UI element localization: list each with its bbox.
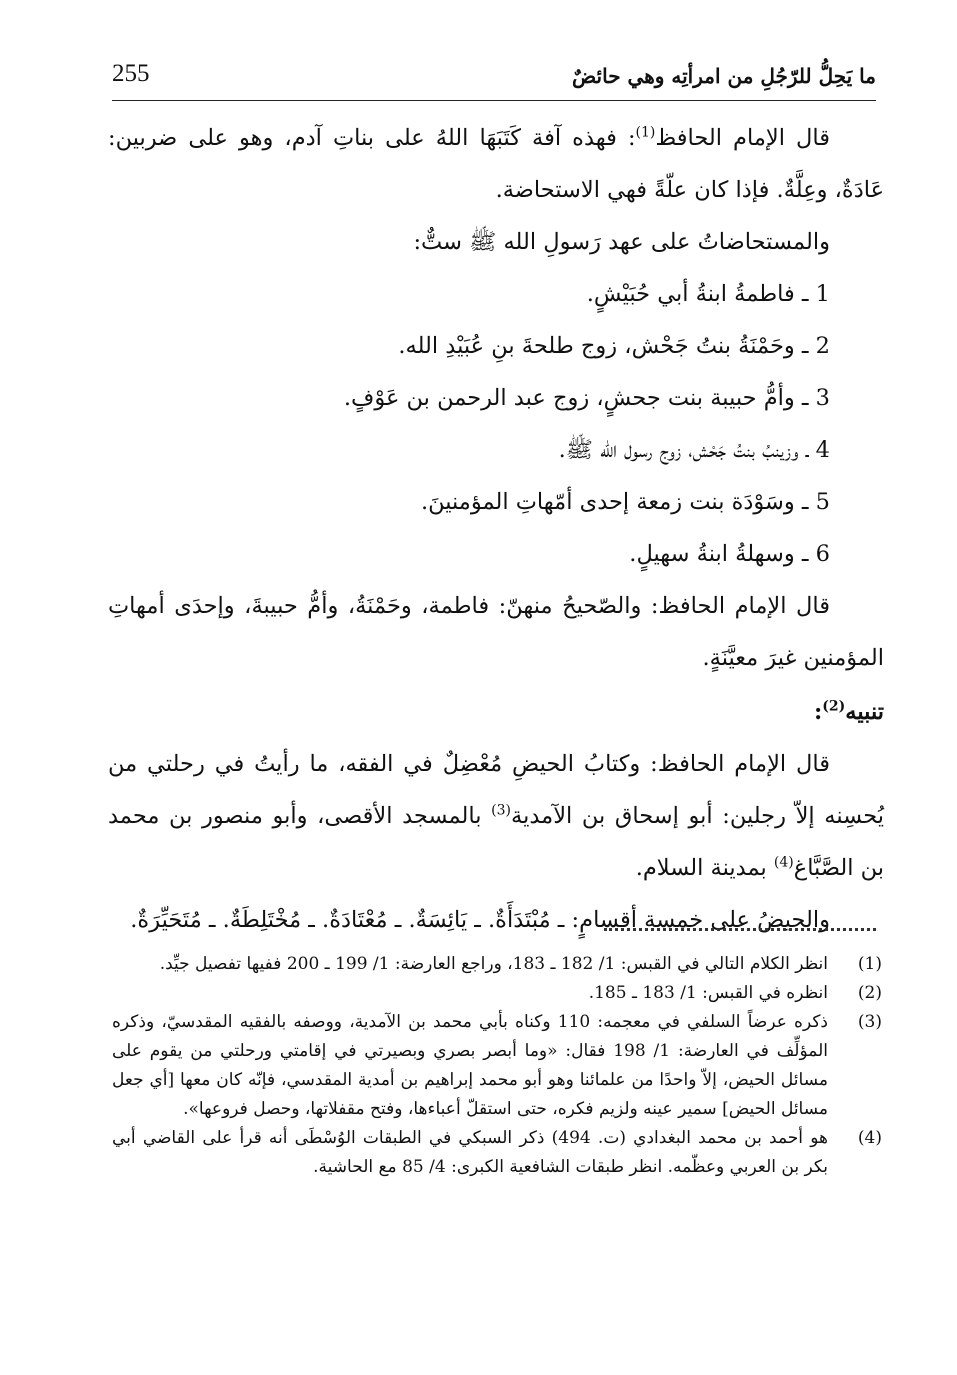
footnote-text: انظر الكلام التالي في القبس: 1/ 182 ـ 183، وراجع العارضة: 1/ 199 ـ 200 ففيها تفصيل جيِّد.	[159, 954, 828, 974]
running-title: ما يَحِلُّ للرّجُلِ من امرأتِه وهي حائضٌ	[572, 64, 876, 88]
footnote	[112, 979, 882, 1008]
footnote-number: (4)	[857, 1128, 882, 1148]
page-number: 255	[112, 60, 150, 87]
paragraph-2: والمستحاضاتُ على عهد رَسولِ الله ﷺ ستٌّ:	[413, 229, 830, 255]
paragraph-4-part-a: قال الإمام الحافظ: وكتابُ الحيضِ مُعْضِلٌ في الفقه، ما رأيتُ في رحلتي من يُحسِنه إلاّ رجلين: أبو إسحاق بن الآمدية	[108, 751, 885, 829]
paragraph-1-end: : فهذه آفة كَتَبَهَا اللهُ على بناتِ آدم، وهو على ضربين: عَادَةٌ، وعِلَّةٌ. فإذا كان علّةً فهي الاستحاضة.	[108, 125, 884, 203]
list-item: 4 ـ وزينبُ بنتُ جَحْش، زوج رسول الله ﷺ.	[558, 437, 830, 463]
main-text	[108, 112, 884, 946]
paragraph-5: والحيضُ على خمسة أقسامٍ: ـ مُبْتَدَأَةٌ. ـ يَائِسَةٌ. ـ مُعْتَادَةٌ. ـ مُخْتَلِطَةٌ. ـ مُتَحَيِّرَةٌ.	[130, 907, 830, 933]
list-item: 6 ـ وسهلةُ ابنةُ سهيلٍ.	[629, 541, 830, 567]
paragraph-4-part-c: بمدينة السلام.	[635, 855, 774, 881]
paragraph-4	[108, 738, 884, 894]
footnote-separator	[604, 928, 876, 931]
list-item: 1 ـ فاطمةُ ابنةُ أبي حُبَيْشٍ.	[586, 281, 830, 307]
heading-text: تنبيه	[845, 699, 884, 725]
footnote-text: انظره في القبس: 1/ 183 ـ 185.	[588, 983, 828, 1003]
paragraph-4-part-b: بالمسجد الأقصى، وأبو منصور بن محمد بن الصَّبَّاغ	[108, 803, 884, 881]
footnotes	[112, 950, 882, 1182]
footnote-ref-4: (4)	[773, 854, 794, 871]
footnote	[112, 1124, 882, 1182]
footnote-ref-1: (1)	[635, 124, 656, 141]
paragraph-3: قال الإمام الحافظ: والصّحيحُ منهنّ: فاطمة، وحَمْنَةُ، وأمُّ حبيبةَ، وإحدَى أمهاتِ المؤمنين غيرَ معيَّنَةٍ.	[108, 593, 884, 671]
section-heading	[108, 686, 884, 738]
heading-colon: :	[813, 699, 823, 725]
footnote-number: (1)	[857, 954, 882, 974]
list-item: 5 ـ وسَوْدَة بنت زمعة إحدى أمّهاتِ المؤمنينَ.	[420, 489, 830, 515]
footnote	[112, 1008, 882, 1124]
list-item: 3 ـ وأمُّ حبيبة بنت جحشٍ، زوج عبد الرحمن بن عَوْفٍ.	[343, 385, 830, 411]
paragraph-1-start: قال الإمام الحافظ	[655, 125, 830, 151]
page-header	[112, 60, 876, 101]
footnote-text: ذكره عرضاً السلفي في معجمه: 110 وكناه بأبي محمد بن الآمدية، ووصفه بالفقيه المقدسيّ، وذكره المؤلِّف في العارضة: 1/ 198 فقال: «وما أبصر بصري وبصيرتي في إقامتي ورحلتي من يقوم على مسائل الحيض، إلاّ واحدًا من علمائنا وهو أبو محمد إبراهيم بن أمدية المقدسي، فإنّه كان معها [أي جعل مسائل الحيض] سمير عينه ولزيم فكره، حتى استقلّ أعباءها، وفتح مقفلاتها، وحصل فروعها».	[112, 1012, 828, 1119]
footnote-ref-3: (3)	[491, 802, 511, 819]
footnote-text: هو أحمد بن محمد البغدادي (ت. 494) ذكر السبكي في الطبقات الوُسْطَى أنه قرأ على القاضي أبي بكر بن العربي وعظّمه. انظر طبقات الشافعية الكبرى: 4/ 85 مع الحاشية.	[112, 1128, 828, 1177]
footnote-ref-2: (2)	[822, 698, 846, 715]
list-item: 2 ـ وحَمْنَةُ بنتُ جَحْش، زوج طلحةَ بنِ عُبَيْدِ الله.	[398, 333, 830, 359]
footnote	[112, 950, 882, 979]
footnote-number: (3)	[857, 1012, 882, 1032]
paragraph-1	[108, 112, 884, 216]
footnote-number: (2)	[857, 983, 882, 1003]
